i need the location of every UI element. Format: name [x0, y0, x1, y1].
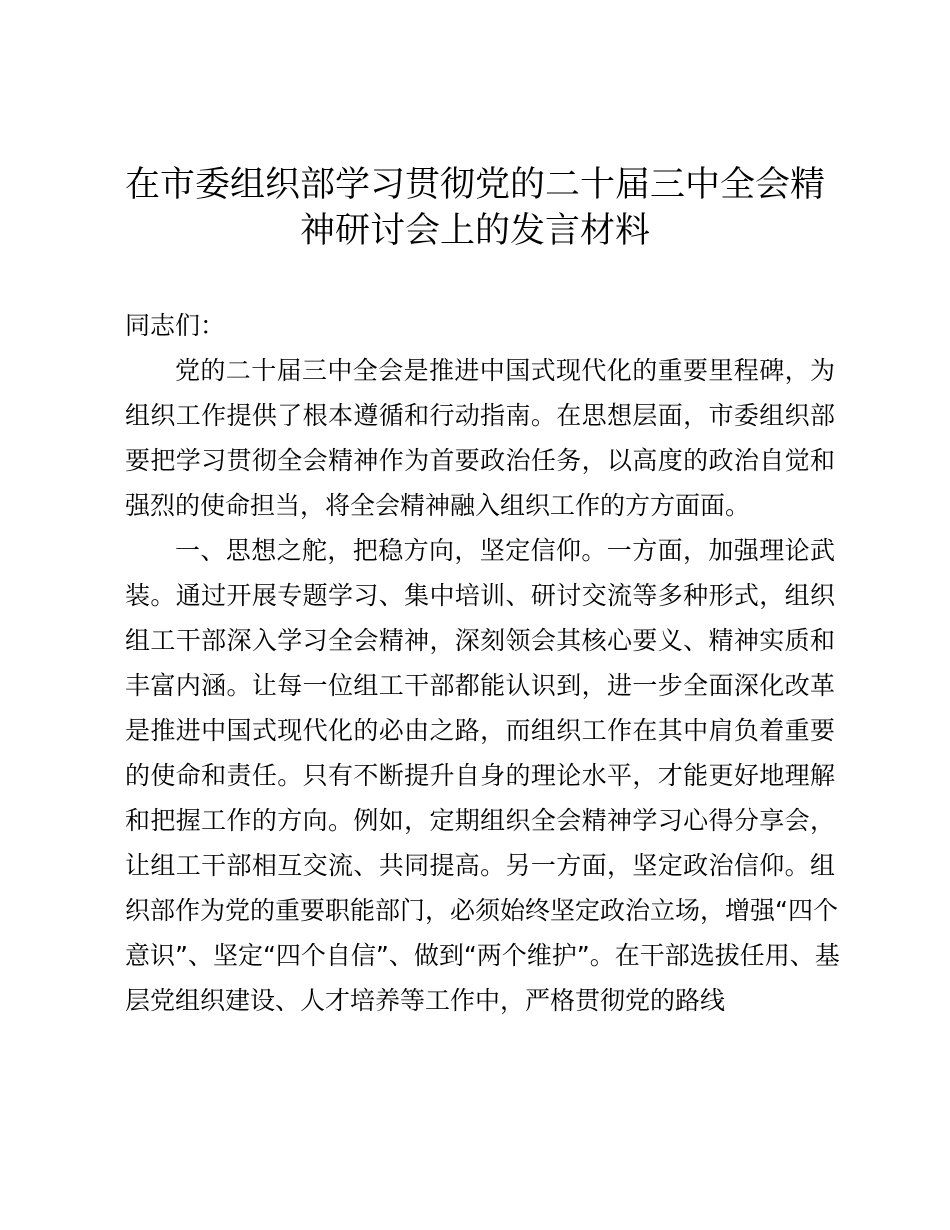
body-line: 是推进中国式现代化的必由之路，而组织工作在其中肩负着重要	[125, 716, 835, 745]
body-line: 组织工作提供了根本遵循和行动指南。在思想层面，市委组织部	[125, 401, 835, 430]
body-line: 和把握工作的方向。例如，定期组织全会精神学习心得分享会，	[125, 806, 835, 835]
body-line: 装。通过开展专题学习、集中培训、研讨交流等多种形式，组织	[125, 581, 835, 610]
body-line: 党的二十届三中全会是推进中国式现代化的重要里程碑，为	[175, 356, 835, 385]
body-line: 织部作为党的重要职能部门，必须始终坚定政治立场，增强“四个	[125, 896, 838, 925]
document-title-line-2: 神研讨会上的发言材料	[299, 211, 650, 251]
body-line: 层党组织建设、人才培养等工作中，严格贯彻党的路线	[125, 986, 726, 1015]
body-line: 丰富内涵。让每一位组工干部都能认识到，进一步全面深化改革	[125, 671, 835, 700]
body-line: 要把学习贯彻全会精神作为首要政治任务，以高度的政治自觉和	[125, 446, 835, 475]
body-line: 意识”、坚定“四个自信”、做到“两个维护”。在干部选拔任用、基	[125, 941, 840, 970]
body-line: 组工干部深入学习全会精神，深刻领会其核心要义、精神实质和	[125, 626, 835, 655]
body-line: 让组工干部相互交流、共同提高。另一方面，坚定政治信仰。组	[125, 851, 835, 880]
document-title-line-1: 在市委组织部学习贯彻党的二十届三中全会精	[124, 165, 825, 205]
body-line: 一、思想之舵，把稳方向，坚定信仰。一方面，加强理论武	[175, 536, 835, 565]
body-line: 的使命和责任。只有不断提升自身的理论水平，才能更好地理解	[125, 761, 835, 790]
body-line: 强烈的使命担当，将全会精神融入组织工作的方方面面。	[125, 491, 751, 520]
document-body	[125, 303, 840, 1023]
salutation: 同志们：	[125, 311, 226, 340]
